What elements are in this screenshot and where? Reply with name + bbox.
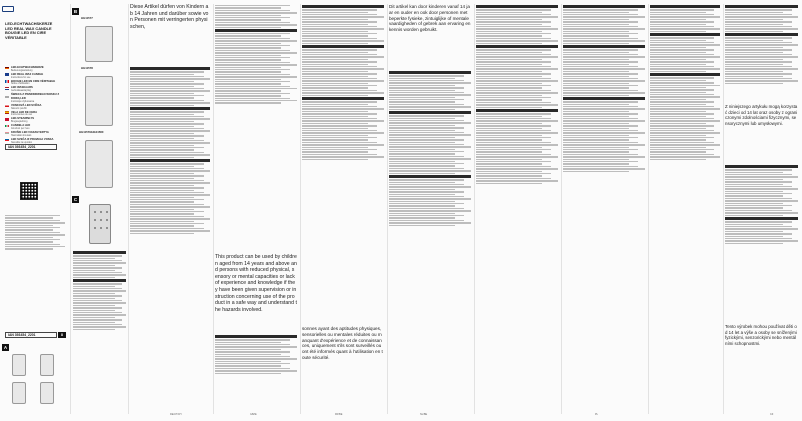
footer-label: PL <box>595 413 599 416</box>
text-column-8 <box>563 4 647 414</box>
cover-small-text <box>5 214 65 251</box>
language-list <box>5 66 65 145</box>
language-sub: Návod k použití <box>11 107 27 110</box>
brand-logo-icon <box>2 6 14 12</box>
language-name: LED-STEARINLYS <box>11 117 35 121</box>
remote-control-illustration <box>89 204 111 244</box>
language-name: LED REAL WAX CANDLE <box>11 72 44 76</box>
model-label: HG11577 <box>81 16 93 20</box>
candle-illustration <box>40 382 54 404</box>
candle-illustration <box>85 26 113 62</box>
language-name: LED WASKAARS <box>11 86 33 90</box>
ian-box: IAN 393454_2201 <box>5 144 57 150</box>
candle-illustration <box>85 140 113 188</box>
flag-dk-icon <box>5 118 9 121</box>
text-column-4 <box>215 4 299 414</box>
cover-title-line: LED REAL WAX CANDLE <box>5 25 52 31</box>
language-name: VOSKOVÁ LED SVÍČKA <box>11 103 42 107</box>
footer-label: FR/BE <box>335 413 343 416</box>
language-name: LED-ECHTWACHSKERZE <box>11 66 44 69</box>
large-warning-text: Dit artikel kan door kinderen vanaf 14 jaar en ouder en ook door personen met beperkte fysieke, zintuiglijke of mentale vaardigheden of gebrek aan ervaring en kennis worden gebruikt. <box>389 4 471 33</box>
footer-label: NL/BE <box>420 413 428 416</box>
footer-label: DE/AT/CH <box>170 413 182 416</box>
candle-illustration <box>12 354 26 376</box>
language-name: BOUGIE LED EN CIRE VÉRITABLE <box>11 79 56 83</box>
candle-illustration <box>12 382 26 404</box>
flag-si-icon <box>5 138 9 141</box>
text-column-6 <box>389 4 473 414</box>
column-separator <box>648 4 649 414</box>
body-text <box>725 4 798 85</box>
language-sub: Brugsvejledning <box>11 121 28 124</box>
cover-title-line: LED-ECHTWACHSKERZE <box>5 21 53 26</box>
language-name: KRUŠKI LED VIASZGYERTYA <box>11 130 49 134</box>
language-sub: Navodila za uporabo <box>11 141 33 144</box>
language-sub: Instructions for use <box>11 76 31 79</box>
language-sub: Notice d'utilisation <box>11 83 30 86</box>
language-name: ŚWIECA Z PRAWDZIWEGO WOSKU Z DIODĄ LED <box>11 93 60 100</box>
candle-illustration <box>85 76 113 126</box>
language-sub: Használati útmutató <box>11 134 32 137</box>
text-column-9 <box>650 4 722 414</box>
language-sub: Bedienungsanleitung <box>11 69 33 72</box>
flag-it-icon <box>5 125 9 128</box>
body-text <box>563 4 645 173</box>
candle-illustration <box>40 354 54 376</box>
model-label: HG11578 <box>81 66 93 70</box>
figure-b-label: B <box>73 9 78 14</box>
qr-code-icon <box>20 182 38 200</box>
text-column-10 <box>725 4 800 414</box>
language-sub: Gebruiksaanwijzing <box>11 90 31 93</box>
column-separator <box>474 4 475 414</box>
cover-title-line: BOUGIE LED EN CIRE VÉRITABLE <box>5 30 47 40</box>
body-text <box>302 4 384 161</box>
language-sub: Instrukcja użytkowania <box>11 100 35 103</box>
figure-a-label: A <box>3 345 8 350</box>
body-text <box>389 70 471 227</box>
cover-title <box>5 22 65 40</box>
footer-label: CZ <box>770 413 774 416</box>
column-separator <box>387 4 388 414</box>
language-name: LED SVEČA IZ PRAVEGA VOSKA <box>11 137 54 141</box>
flag-fr-icon <box>5 80 9 83</box>
language-name: VELA LED DE CERA <box>11 110 38 114</box>
body-text <box>215 4 297 105</box>
text-column-7 <box>476 4 560 414</box>
flag-de-icon <box>5 67 9 70</box>
column-separator <box>213 4 214 414</box>
body-text <box>725 164 798 245</box>
language-sub: Istruzioni per l'uso <box>11 127 30 130</box>
flag-cz-icon <box>5 104 9 107</box>
large-warning-text: Diese Artikel dürfen von Kindern ab 14 Jahren und darüber sowie von Personen mit verringerten physischen, <box>130 4 209 30</box>
body-text <box>476 4 558 185</box>
text-column-3 <box>130 4 212 414</box>
flag-pl-icon <box>5 96 9 99</box>
flag-es-icon <box>5 111 9 114</box>
large-warning-text: This product can be used by children aged from 14 years and above and persons with reduced physical, sensory or mental capacities or lack of experience and knowledge if they have been given supervision or instruction concerning use of the product in a safe way and understand the hazards involved. <box>215 254 297 313</box>
large-warning-text: Tento výrobek mohou používat děti od 14 let a výše a osoby se sníženými fyzickými, senzorickými nebo mentálními schopnostmi. <box>725 324 797 346</box>
column-separator <box>128 4 129 414</box>
column-separator <box>300 4 301 414</box>
figures-column <box>71 4 128 414</box>
text-column-5 <box>302 4 386 414</box>
ian-box-bottom: IAN 393454_2201 <box>5 332 57 338</box>
model-label: HG11579/HG11580 <box>79 130 104 134</box>
page-badge: 8 <box>58 332 66 338</box>
flag-gb-icon <box>5 73 9 76</box>
cover-column <box>0 4 70 414</box>
body-text <box>215 334 297 375</box>
figure-c-label: C <box>73 197 78 202</box>
figures-small-text <box>73 250 126 331</box>
flag-nl-icon <box>5 87 9 90</box>
language-name: CANDELA LED <box>11 124 31 128</box>
large-warning-text: Z niniejszego artykułu mogą korzystać dzieci od 14 lat oraz osoby z ograniczonymi zdolnościami fizycznymi, sensorycznymi lub umysłowymi. <box>725 104 798 126</box>
column-separator <box>723 4 724 414</box>
language-sub: Instrucciones de uso <box>11 114 33 117</box>
flag-hu-icon <box>5 132 9 135</box>
body-text <box>650 4 720 161</box>
large-warning-text: sonnes ayant des aptitudes physiques, sensorielles ou mentales réduites ou manquant d'expérience et de connaissances, uniquement s'ils sont surveillés ou ont été informés quant à l'utilisation en toute sécurité. <box>302 326 383 360</box>
footer-label: GB/IE <box>250 413 257 416</box>
language-item <box>5 93 65 101</box>
body-text <box>130 66 210 235</box>
column-separator <box>561 4 562 414</box>
